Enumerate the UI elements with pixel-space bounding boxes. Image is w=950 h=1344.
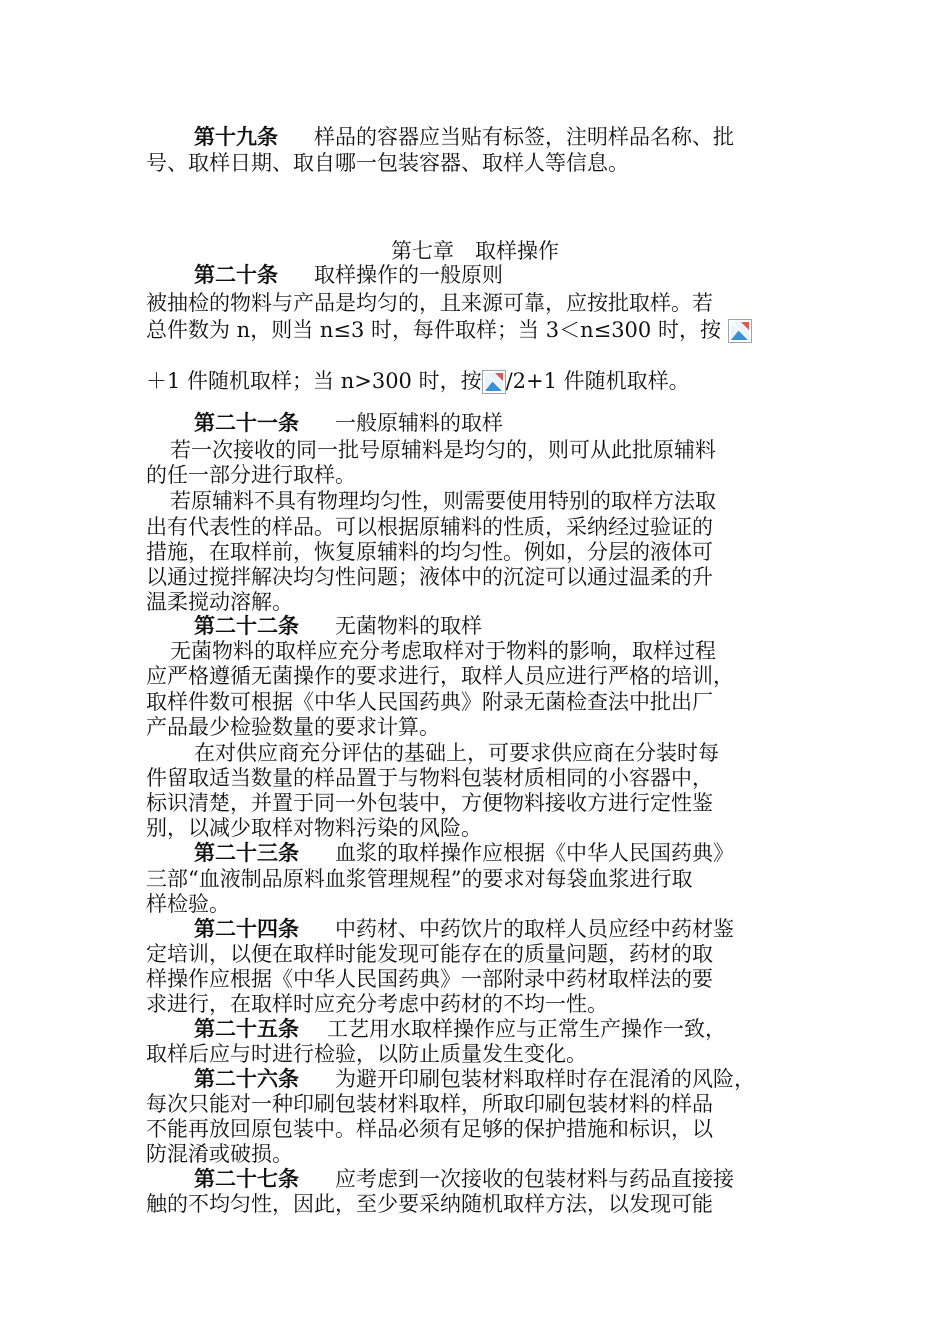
art22-p2-line: 件留取适当数量的样品置于与物料包装材质相同的小容器中， [146, 766, 713, 790]
art23-line: 样检验。 [146, 892, 230, 916]
art20-line1: 被抽检的物料与产品是均匀的，且来源可靠，应按批取样。若 [146, 291, 713, 315]
art27-label: 第二十七条 [194, 1167, 299, 1191]
art24-line: 样操作应根据《中华人民国药典》一部附录中药材取样法的要 [146, 967, 713, 991]
art24-text1: 中药材、中药饮片的取样人员应经中药材鉴 [335, 917, 734, 941]
art22-p1-line: 产品最少检验数量的要求计算。 [146, 715, 440, 739]
art21-label: 第二十一条 [194, 411, 299, 435]
art26-text1: 为避开印刷包装材料取样时存在混淆的风险， [335, 1067, 755, 1091]
art23-text1: 血浆的取样操作应根据《中华人民国药典》 [335, 841, 734, 865]
art19-line2: 号、取样日期、取自哪一包装容器、取样人等信息。 [146, 151, 629, 175]
art24-line: 定培训，以便在取样时能发现可能存在的质量问题，药材的取 [146, 942, 713, 966]
broken-image-icon [728, 319, 752, 343]
art27-line: 触的不均匀性，因此，至少要采纳随机取样方法，以发现可能 [146, 1192, 713, 1216]
art25-text1: 工艺用水取样操作应与正常生产操作一致， [327, 1017, 726, 1041]
art22-title: 无菌物料的取样 [335, 614, 482, 638]
art25-line1 [194, 1016, 726, 1042]
art20-line3b: /2+1 件随机取样。 [505, 369, 690, 393]
art21-p1-line: 的任一部分进行取样。 [146, 463, 356, 487]
art20-line3 [146, 368, 690, 394]
art22-p2-line: 标识清楚，并置于同一外包装中，方便物料接收方进行定性鉴 [146, 791, 713, 815]
art26-line: 每次只能对一种印刷包装材料取样，所取印刷包装材料的样品 [146, 1092, 713, 1116]
art25-line: 取样后应与时进行检验，以防止质量发生变化。 [146, 1042, 587, 1066]
art22-p2-line: 在对供应商充分评估的基础上，可要求供应商在分装时每 [194, 741, 719, 765]
broken-image-icon [482, 370, 506, 394]
art20-line3a: ＋1 件随机取样；当 n>300 时，按 [146, 369, 482, 393]
art20-heading [194, 262, 503, 288]
art26-line1 [194, 1066, 755, 1092]
chapter-title: 第七章 取样操作 [391, 239, 559, 263]
art22-p1-line: 取样件数可根据《中华人民国药典》附录无菌检查法中批出厂 [146, 690, 713, 714]
art21-heading [194, 410, 503, 436]
art20-label: 第二十条 [194, 263, 278, 287]
art21-p2-line: 措施，在取样前，恢复原辅料的均匀性。例如，分层的液体可 [146, 540, 713, 564]
art27-line1 [194, 1166, 734, 1192]
art27-text1: 应考虑到一次接收的包装材料与药品直接接 [335, 1167, 734, 1191]
art21-p2-line: 出有代表性的样品。可以根据原辅料的性质，采纳经过验证的 [146, 515, 713, 539]
art23-label: 第二十三条 [194, 841, 299, 865]
art21-title: 一般原辅料的取样 [335, 411, 503, 435]
art24-line1 [194, 916, 734, 942]
art26-line: 不能再放回原包装中。样品必须有足够的保护措施和标识，以 [146, 1117, 713, 1141]
art21-p2-line: 温柔搅动溶解。 [146, 590, 293, 614]
art26-label: 第二十六条 [194, 1067, 299, 1091]
art26-line: 防混淆或破损。 [146, 1142, 293, 1166]
art19-line1 [194, 124, 734, 150]
art20-title: 取样操作的一般原则 [314, 263, 503, 287]
art22-p1-line: 无菌物料的取样应充分考虑取样对于物料的影响，取样过程 [170, 639, 716, 663]
art21-p1-line: 若一次接收的同一批号原辅料是均匀的，则可从此批原辅料 [170, 438, 716, 462]
art22-p1-line: 应严格遵循无菌操作的要求进行，取样人员应进行严格的培训， [146, 664, 734, 688]
art22-heading [194, 613, 482, 639]
art20-line2-text: 总件数为 n，则当 n≤3 时，每件取样；当 3＜n≤300 时，按 [146, 318, 721, 342]
art22-label: 第二十二条 [194, 614, 299, 638]
art25-label: 第二十五条 [194, 1017, 299, 1041]
art23-line1 [194, 840, 734, 866]
art20-line2 [146, 317, 752, 343]
art22-p2-line: 别，以减少取样对物料污染的风险。 [146, 816, 482, 840]
art24-label: 第二十四条 [194, 917, 299, 941]
art19-text1: 样品的容器应当贴有标签，注明样品名称、批 [314, 125, 734, 149]
art24-line: 求进行，在取样时应充分考虑中药材的不均一性。 [146, 992, 608, 1016]
art19-label: 第十九条 [194, 125, 278, 149]
art21-p2-line: 以通过搅拌解决均匀性问题；液体中的沉淀可以通过温柔的升 [146, 565, 713, 589]
art23-line: 三部“血液制品原料血浆管理规程”的要求对每袋血浆进行取 [146, 867, 693, 891]
art21-p2-line: 若原辅料不具有物理均匀性，则需要使用特别的取样方法取 [170, 489, 716, 513]
